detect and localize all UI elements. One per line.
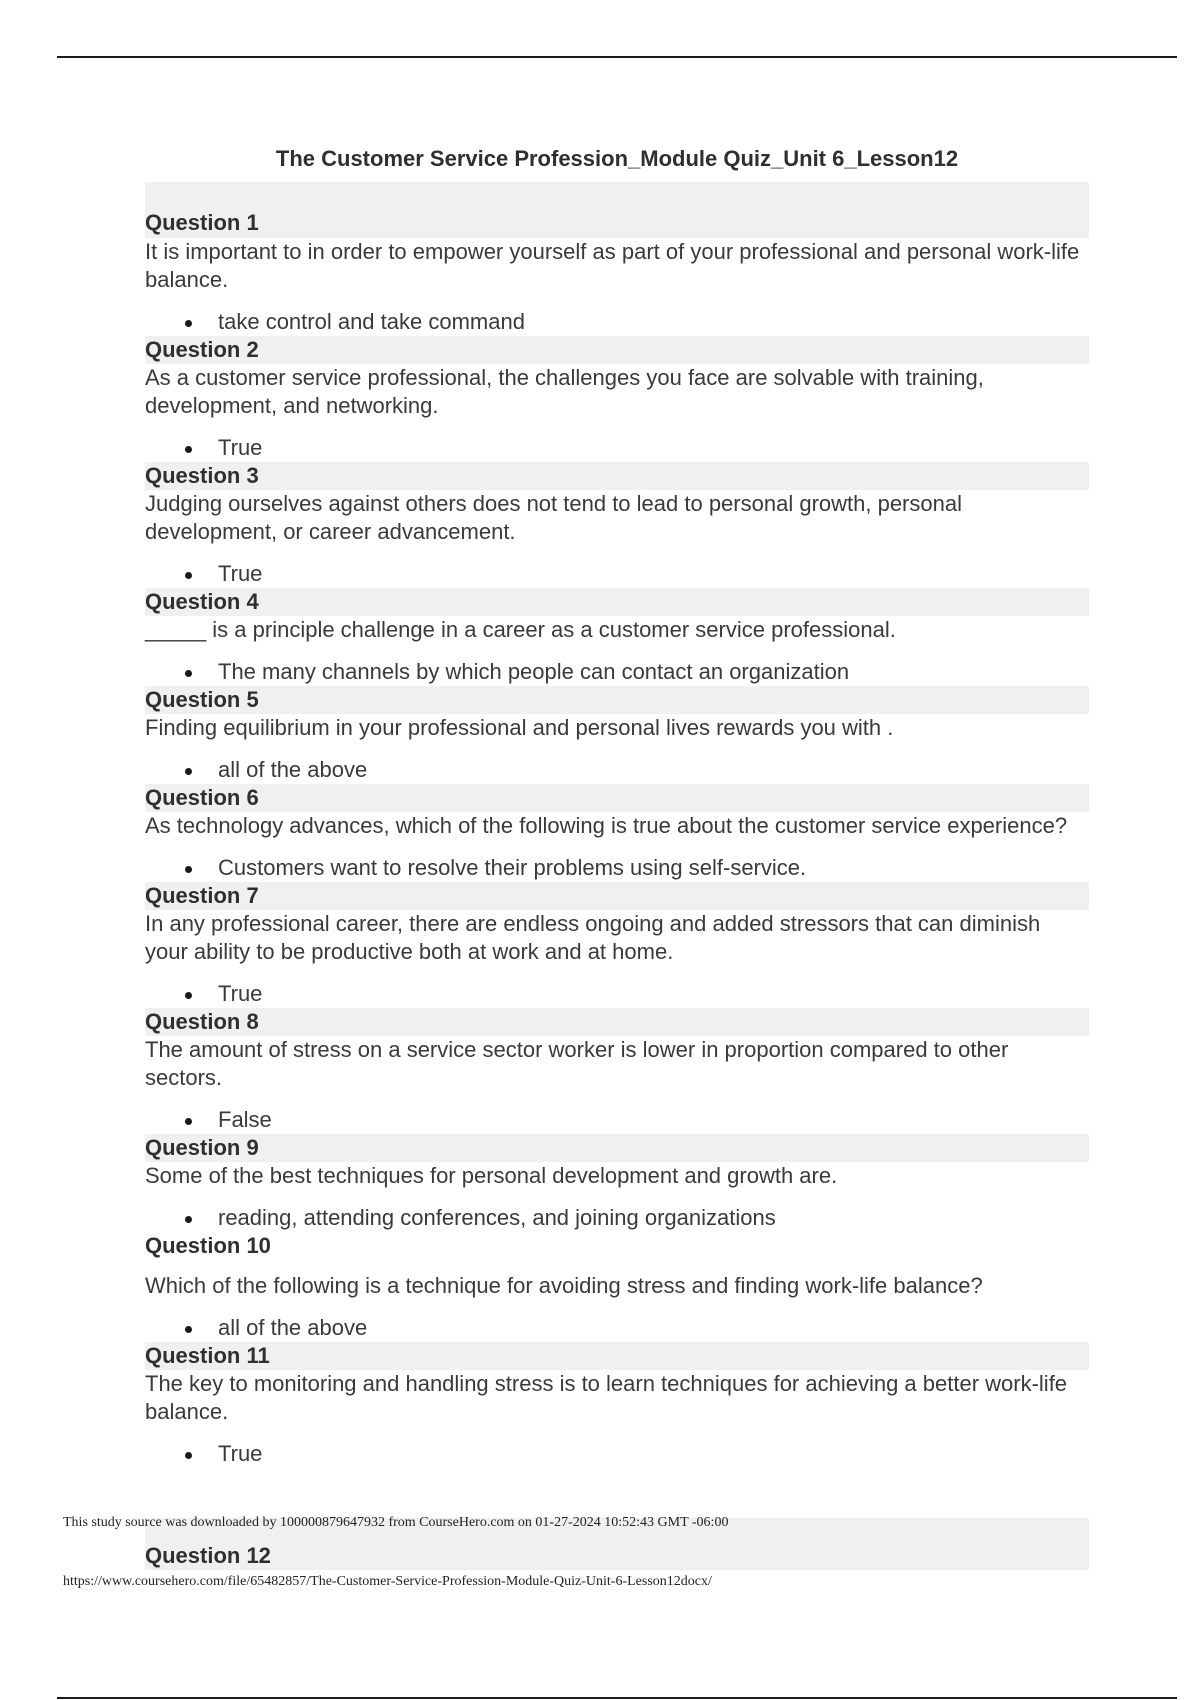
question-1-answer: take control and take command [145,308,1089,336]
bottom-rule [57,1697,1177,1699]
question-11-answer: True [145,1440,1089,1468]
question-5-text: Finding equilibrium in your professional and personal lives rewards you with . [145,715,894,740]
question-2-answers [145,434,1089,462]
question-5-answers [145,756,1089,784]
question-1-answers [145,308,1089,336]
question-10-spacer [145,1260,1089,1272]
question-6-answer: Customers want to resolve their problems using self-service. [145,854,1089,882]
question-4-answers [145,658,1089,686]
question-8-answers [145,1106,1089,1134]
question-11-text: The key to monitoring and handling stress is to learn techniques for achieving a better work-life balance. [145,1371,1068,1424]
question-6-answers [145,854,1089,882]
question-5-heading: Question 5 [145,686,1089,714]
question-4-answer: The many channels by which people can contact an organization [145,658,1089,686]
top-rule [57,56,1177,58]
question-3-text: Judging ourselves against others does not tend to lead to personal growth, personal development, or career advancement. [145,491,962,544]
question-11-answers [145,1440,1089,1468]
document-title: The Customer Service Profession_Module Quiz_Unit 6_Lesson12 [275,146,959,171]
question-7-answers [145,980,1089,1008]
question-2-answer: True [145,434,1089,462]
question-8-heading: Question 8 [145,1008,1089,1036]
question-9-text: Some of the best techniques for personal development and growth are. [145,1163,838,1188]
question-10-answer: all of the above [145,1314,1089,1342]
question-5-answer: all of the above [145,756,1089,784]
question-10-heading: Question 10 [145,1233,271,1258]
question-9-heading: Question 9 [145,1134,1089,1162]
question-3-answers [145,560,1089,588]
question-1-text: It is important to in order to empower yourself as part of your professional and personal work-life balance. [145,239,1080,292]
question-4-heading: Question 4 [145,588,1089,616]
question-7-text: In any professional career, there are endless ongoing and added stressors that can diminish your ability to be productive both at work and at home. [145,911,1041,964]
question-12-heading: Question 12 [145,1543,271,1568]
question-2-text: As a customer service professional, the challenges you face are solvable with training, development, and networking. [145,365,984,418]
question-8-text: The amount of stress on a service sector worker is lower in proportion compared to other sectors. [145,1037,1009,1090]
question-3-answer: True [145,560,1089,588]
question-4-text: _____ is a principle challenge in a career as a customer service professional. [145,617,896,642]
question-7-heading: Question 7 [145,882,1089,910]
question-6-text: As technology advances, which of the following is true about the customer service experience? [145,813,1068,838]
question-6-heading: Question 6 [145,784,1089,812]
question-9-answers [145,1204,1089,1232]
question-8-answer: False [145,1106,1089,1134]
question-11-heading: Question 11 [145,1342,1089,1370]
source-note: This study source was downloaded by 100000879647932 from CourseHero.com on 01-27-2024 10:52:43 GMT -06:00 [63,1515,729,1530]
question-3-heading: Question 3 [145,462,1089,490]
question-10-text: Which of the following is a technique for avoiding stress and finding work-life balance? [145,1273,983,1298]
question-9-answer: reading, attending conferences, and joining organizations [145,1204,1089,1232]
question-1-heading: Question 1 [145,182,1089,238]
question-2-heading: Question 2 [145,336,1089,364]
question-7-answer: True [145,980,1089,1008]
source-url[interactable]: https://www.coursehero.com/file/65482857/The-Customer-Service-Profession-Module-Quiz-Unit-6-Lesson12docx/ [63,1574,712,1589]
question-10-answers [145,1314,1089,1342]
quiz-content [145,182,1089,1468]
